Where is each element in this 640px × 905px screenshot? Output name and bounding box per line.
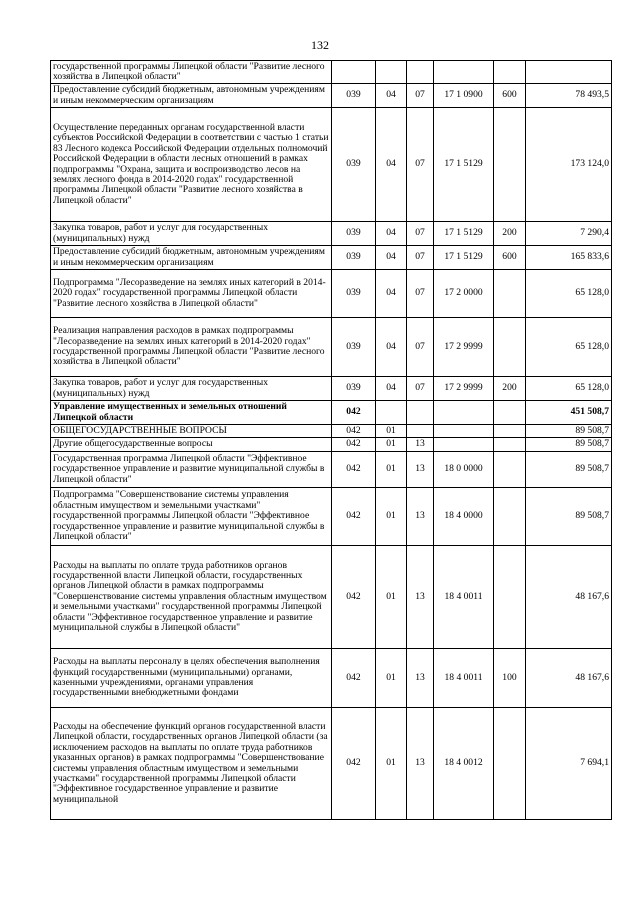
section-code-cell: 01: [376, 452, 407, 488]
item-name-cell: Управление имущественных и земельных отношений Липецкой области: [51, 401, 332, 425]
subsection-code-cell: 13: [407, 649, 434, 708]
table-row: [51, 108, 612, 222]
target-article-cell: 17 1 5129: [434, 222, 494, 246]
subsection-code-cell: 07: [407, 222, 434, 246]
expense-type-cell: [494, 61, 526, 84]
expense-type-cell: [494, 438, 526, 452]
expense-type-cell: [494, 318, 526, 377]
target-article-cell: 18 0 0000: [434, 452, 494, 488]
subsection-code-cell: 07: [407, 318, 434, 377]
amount-cell: 7 290,4: [526, 222, 612, 246]
target-article-cell: [434, 61, 494, 84]
expense-type-cell: [494, 452, 526, 488]
table-row: [51, 84, 612, 108]
subsection-code-cell: 13: [407, 546, 434, 649]
section-code-cell: 04: [376, 84, 407, 108]
section-code-cell: [376, 401, 407, 425]
expense-type-cell: [494, 270, 526, 318]
item-name-cell: Другие общегосударственные вопросы: [51, 438, 332, 452]
table-row: [51, 546, 612, 649]
target-article-cell: 18 4 0000: [434, 488, 494, 546]
item-name-cell: Расходы на выплаты по оплате труда работников органов государственной власти Липецкой области, государственных органов Липецкой области в рамках подпрограммы "Совершенствование системы управления областным имуществом и земельными участками" государственной программы Липецкой области "Эффективное государственное управление и развитие муниципальной службы в Липецкой области": [51, 546, 332, 649]
ministry-code-cell: 039: [332, 84, 376, 108]
ministry-code-cell: [332, 61, 376, 84]
item-name-cell: Осуществление переданных органам государственной власти субъектов Российской Федерации в соответствии с частью 1 статьи 83 Лесного кодекса Российской Федерации отдельных полномочий Российской Федерации в области лесных отношений в рамках подпрограммы "Охрана, защита и воспроизводство лесов на землях лесного фонда в 2014-2020 годах" государственной программы Липецкой области "Развитие лесного хозяйства в Липецкой области": [51, 108, 332, 222]
table-row: [51, 425, 612, 438]
ministry-code-cell: 039: [332, 246, 376, 270]
subsection-code-cell: 13: [407, 708, 434, 820]
expense-type-cell: [494, 488, 526, 546]
amount-cell: 173 124,0: [526, 108, 612, 222]
target-article-cell: 17 1 5129: [434, 246, 494, 270]
item-name-cell: Расходы на выплаты персоналу в целях обеспечения выполнения функций государственными (муниципальными) органами, казенными учреждениями, органами управления государственными внебюджетными фондами: [51, 649, 332, 708]
ministry-code-cell: 042: [332, 546, 376, 649]
section-code-cell: 01: [376, 546, 407, 649]
item-name-cell: Предоставление субсидий бюджетным, автономным учреждениям и иным некоммерческим организациям: [51, 84, 332, 108]
ministry-code-cell: 042: [332, 401, 376, 425]
table-row: [51, 401, 612, 425]
ministry-code-cell: 042: [332, 452, 376, 488]
section-code-cell: 01: [376, 425, 407, 438]
section-code-cell: 04: [376, 222, 407, 246]
amount-cell: 65 128,0: [526, 377, 612, 401]
table-row: [51, 318, 612, 377]
expense-type-cell: [494, 425, 526, 438]
ministry-code-cell: 039: [332, 318, 376, 377]
table-row: [51, 708, 612, 820]
expense-type-cell: [494, 708, 526, 820]
subsection-code-cell: 07: [407, 270, 434, 318]
amount-cell: 451 508,7: [526, 401, 612, 425]
amount-cell: 48 167,6: [526, 649, 612, 708]
target-article-cell: 17 2 9999: [434, 377, 494, 401]
subsection-code-cell: [407, 425, 434, 438]
section-code-cell: 04: [376, 377, 407, 401]
subsection-code-cell: 07: [407, 84, 434, 108]
amount-cell: 89 508,7: [526, 438, 612, 452]
page-number: 132: [311, 38, 329, 52]
item-name-cell: Государственная программа Липецкой области "Эффективное государственное управление и развитие муниципальной службы в Липецкой области": [51, 452, 332, 488]
item-name-cell: ОБЩЕГОСУДАРСТВЕННЫЕ ВОПРОСЫ: [51, 425, 332, 438]
ministry-code-cell: 042: [332, 649, 376, 708]
amount-cell: 165 833,6: [526, 246, 612, 270]
target-article-cell: 18 4 0012: [434, 708, 494, 820]
subsection-code-cell: 07: [407, 108, 434, 222]
section-code-cell: 01: [376, 438, 407, 452]
target-article-cell: 17 1 0900: [434, 84, 494, 108]
ministry-code-cell: 039: [332, 108, 376, 222]
target-article-cell: 18 4 0011: [434, 546, 494, 649]
table-row: [51, 488, 612, 546]
expense-type-cell: 100: [494, 649, 526, 708]
item-name-cell: Реализация направления расходов в рамках подпрограммы "Лесоразведение на землях иных категорий в 2014-2020 годах" государственной программы Липецкой области "Развитие лесного хозяйства в Липецкой области": [51, 318, 332, 377]
item-name-cell: Расходы на обеспечение функций органов государственной власти Липецкой области, государственных органов Липецкой области (за исключением расходов на выплаты по оплате труда работников указанных органов) в рамках подпрограммы "Совершенствование системы управления областным имуществом и земельными участками" государственной программы Липецкой области "Эффективное государственное управление и развитие муниципальной: [51, 708, 332, 820]
item-name-cell: Предоставление субсидий бюджетным, автономным учреждениям и иным некоммерческим организациям: [51, 246, 332, 270]
target-article-cell: [434, 401, 494, 425]
item-name-cell: государственной программы Липецкой области "Развитие лесного хозяйства в Липецкой области": [51, 61, 332, 84]
target-article-cell: 18 4 0011: [434, 649, 494, 708]
target-article-cell: [434, 438, 494, 452]
expense-type-cell: [494, 108, 526, 222]
section-code-cell: 01: [376, 649, 407, 708]
ministry-code-cell: 042: [332, 708, 376, 820]
expense-type-cell: 600: [494, 246, 526, 270]
amount-cell: 89 508,7: [526, 488, 612, 546]
subsection-code-cell: 13: [407, 452, 434, 488]
table-row: [51, 246, 612, 270]
subsection-code-cell: [407, 61, 434, 84]
table-row: [51, 438, 612, 452]
subsection-code-cell: 07: [407, 377, 434, 401]
expense-type-cell: [494, 401, 526, 425]
amount-cell: 7 694,1: [526, 708, 612, 820]
section-code-cell: 04: [376, 318, 407, 377]
section-code-cell: 01: [376, 488, 407, 546]
section-code-cell: 04: [376, 108, 407, 222]
budget-table: [50, 60, 612, 820]
table-row: [51, 270, 612, 318]
target-article-cell: 17 1 5129: [434, 108, 494, 222]
amount-cell: 48 167,6: [526, 546, 612, 649]
subsection-code-cell: [407, 401, 434, 425]
table-row: [51, 377, 612, 401]
ministry-code-cell: 039: [332, 222, 376, 246]
table-row: [51, 61, 612, 84]
amount-cell: 65 128,0: [526, 270, 612, 318]
amount-cell: 89 508,7: [526, 425, 612, 438]
section-code-cell: 01: [376, 708, 407, 820]
ministry-code-cell: 042: [332, 425, 376, 438]
table-row: [51, 649, 612, 708]
item-name-cell: Закупка товаров, работ и услуг для государственных (муниципальных) нужд: [51, 377, 332, 401]
amount-cell: 78 493,5: [526, 84, 612, 108]
amount-cell: 89 508,7: [526, 452, 612, 488]
amount-cell: 65 128,0: [526, 318, 612, 377]
item-name-cell: Подпрограмма "Лесоразведение на землях иных категорий в 2014-2020 годах" государственной программы Липецкой области "Развитие лесного хозяйства в Липецкой области": [51, 270, 332, 318]
table-body: [51, 61, 612, 820]
ministry-code-cell: 039: [332, 377, 376, 401]
target-article-cell: [434, 425, 494, 438]
ministry-code-cell: 042: [332, 438, 376, 452]
subsection-code-cell: 13: [407, 488, 434, 546]
ministry-code-cell: 042: [332, 488, 376, 546]
amount-cell: [526, 61, 612, 84]
expense-type-cell: 200: [494, 222, 526, 246]
section-code-cell: 04: [376, 246, 407, 270]
table-row: [51, 452, 612, 488]
ministry-code-cell: 039: [332, 270, 376, 318]
expense-type-cell: 600: [494, 84, 526, 108]
table-row: [51, 222, 612, 246]
section-code-cell: 04: [376, 270, 407, 318]
target-article-cell: 17 2 0000: [434, 270, 494, 318]
item-name-cell: Подпрограмма "Совершенствование системы управления областным имуществом и земельными участками" государственной программы Липецкой области "Эффективное государственное управление и развитие муниципальной службы в Липецкой области": [51, 488, 332, 546]
expense-type-cell: [494, 546, 526, 649]
subsection-code-cell: 07: [407, 246, 434, 270]
subsection-code-cell: 13: [407, 438, 434, 452]
item-name-cell: Закупка товаров, работ и услуг для государственных (муниципальных) нужд: [51, 222, 332, 246]
section-code-cell: [376, 61, 407, 84]
expense-type-cell: 200: [494, 377, 526, 401]
target-article-cell: 17 2 9999: [434, 318, 494, 377]
